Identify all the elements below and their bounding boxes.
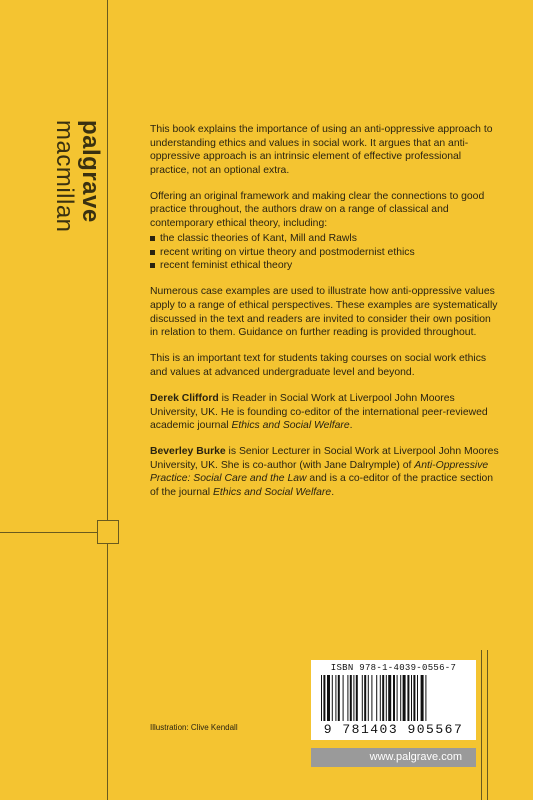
blurb-paragraph-4: This is an important text for students taking courses on social work ethics and values at advanced undergraduate level and beyond. — [150, 353, 487, 378]
author-name-2: Beverley Burke — [150, 446, 226, 458]
journal-title-2: Ethics and Social Welfare — [212, 487, 332, 499]
author-bio-1-end: . — [349, 420, 353, 432]
author-bio-2-mid: and is a co-editor of the practice section of the journal — [150, 473, 494, 499]
frame-line-horizontal — [0, 532, 97, 533]
isbn-label: ISBN 978-1-4039-0556-7 — [330, 663, 457, 673]
blurb-paragraph-1: This book explains the importance of using an anti-oppressive approach to understanding ethics and values in social work. It argues that an anti-oppressive approach is an intrinsic element of effective professional practice, not an optional extra. — [150, 124, 493, 176]
author-name-1: Derek Clifford — [150, 393, 219, 404]
publisher-logo-line1: palgrave — [77, 120, 104, 223]
blurb-paragraph-2: Offering an original framework and making clear the connections to good practice throughout, the authors draw on a range of classical and contemporary ethical theory, including: — [150, 190, 485, 230]
barcode — [311, 660, 476, 740]
frame-line-left-lower — [107, 544, 108, 800]
journal-title-1: Ethics and Social Welfare — [231, 420, 350, 432]
book-title: Anti-Oppressive Practice: Social Care and the Law — [150, 459, 489, 485]
barcode-bars — [319, 675, 469, 721]
theory-list — [150, 232, 500, 273]
illustration-credit: Illustration: Clive Kendall — [150, 723, 238, 732]
author-bio-1 — [150, 392, 500, 433]
list-item: the classic theories of Kant, Mill and Rawls — [150, 232, 500, 246]
author-bio-1-text: is Reader in Social Work at Liverpool John Moores University, UK. He is founding co-editor of the international peer-reviewed academic journal — [150, 393, 488, 432]
author-bio-2-text: is Senior Lecturer in Social Work at Liverpool John Moores University, UK. She is co-author (with Jane Dalrymple) of — [150, 446, 499, 471]
website-banner: www.palgrave.com — [311, 748, 476, 767]
barcode-digits: 9 781403 905567 — [323, 722, 464, 737]
author-bio-2-end: . — [331, 487, 335, 499]
frame-line-right-2 — [487, 650, 488, 800]
list-item: recent writing on virtue theory and postmodernist ethics — [150, 246, 500, 260]
frame-line-right — [481, 650, 482, 800]
frame-line-left — [107, 0, 108, 520]
list-item: recent feminist ethical theory — [150, 259, 500, 273]
blurb — [150, 123, 500, 512]
blurb-paragraph-3: Numerous case examples are used to illustrate how anti-oppressive values apply to a range of ethical perspectives. These examples are systematically discussed in the text and readers are invited to consider their own position in relation to them. Guidance on further reading is provided throughout. — [150, 286, 498, 339]
author-bio-2 — [150, 445, 500, 499]
frame-square — [97, 520, 119, 544]
publisher-logo — [52, 120, 102, 233]
publisher-logo-line2: macmillan — [51, 120, 78, 233]
